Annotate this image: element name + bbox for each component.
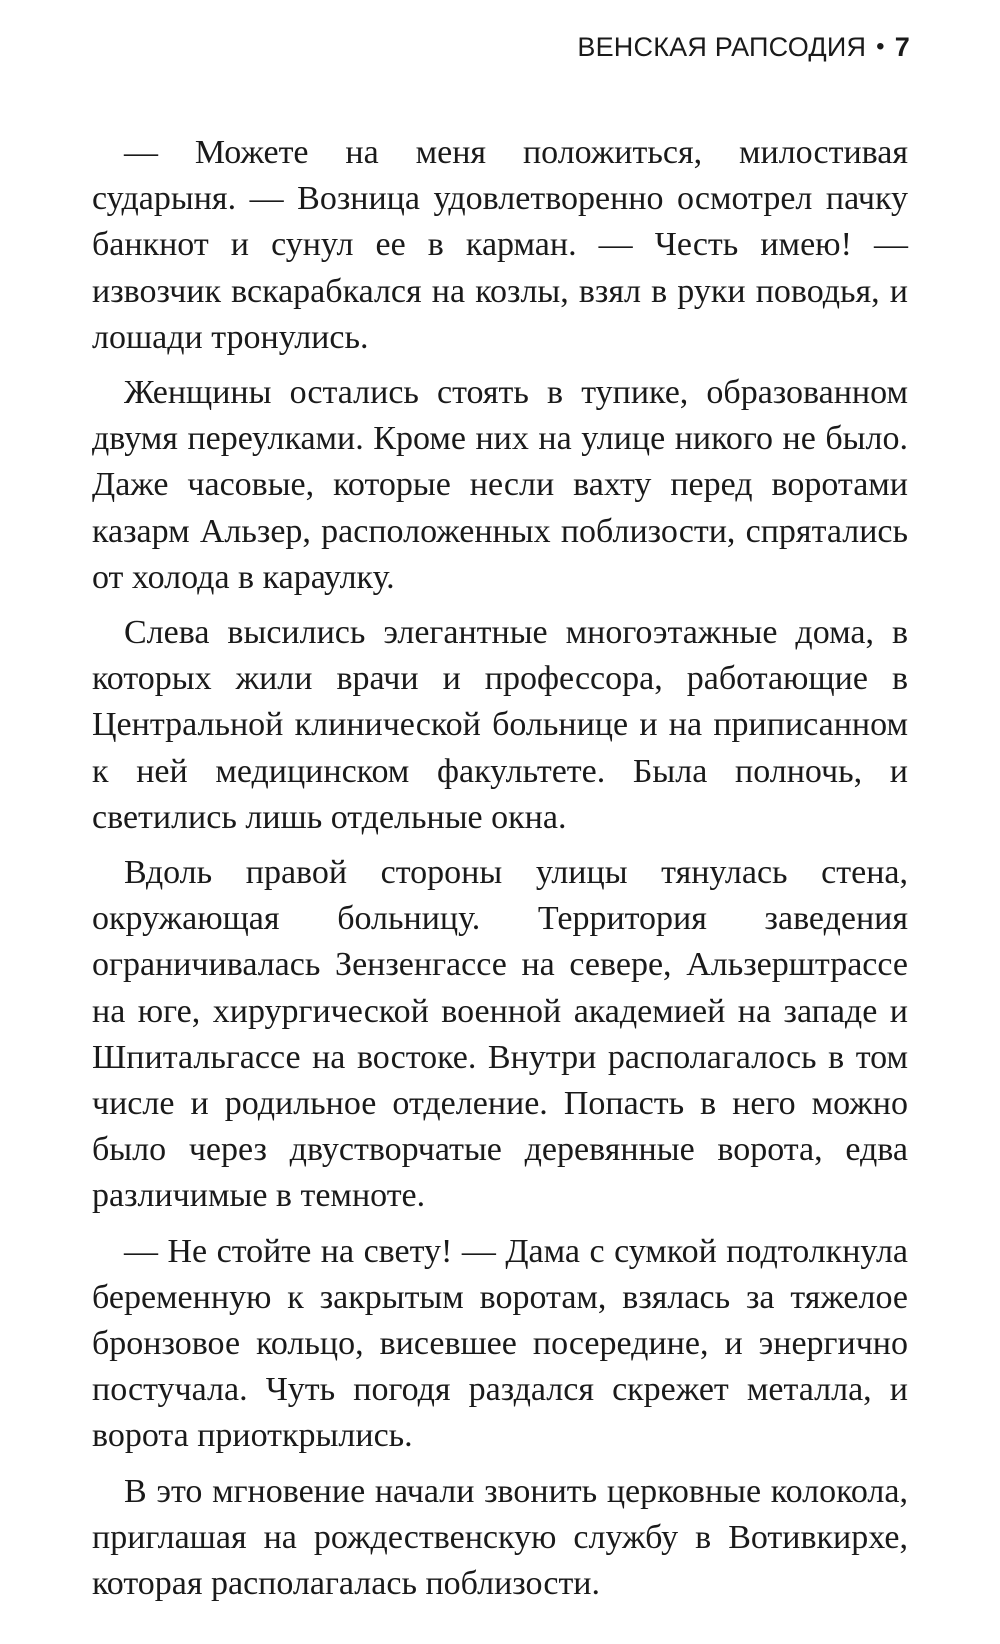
paragraph: Слева высились элегантные многоэтажные дома, в которых жили врачи и профессора, работающие в Центральной клинической больнице и на приписанном к ней медицинском факультете. Была полночь, и светились лишь отдельные окна. — [92, 614, 908, 836]
header-separator: • — [876, 33, 885, 60]
page-number: 7 — [894, 32, 910, 62]
paragraph: — Можете на меня положиться, милостивая сударыня. — Возница удовлетворенно осмотрел пачку банкнот и сунул ее в карман. — Честь имею! — извозчик вскарабкался на козлы, взял в руки поводья, и лошади тронулись. — [92, 134, 908, 356]
paragraph: В это мгновение начали звонить церковные колокола, приглашая на рождественскую службу в Вотивкирхе, которая располагалась поблизости. — [92, 1472, 908, 1603]
paragraph: Вдоль правой стороны улицы тянулась стена, окружающая больницу. Территория заведения ограничивалась Зензенгассе на севере, Альзерштрассе на юге, хирургической военной академией на западе и Шпитальгассе на востоке. Внутри располагалось в том числе и родильное отделение. Попасть в него можно было через двустворчатые деревянные ворота, едва различимые в темноте. — [92, 854, 908, 1215]
running-header — [577, 32, 910, 63]
body-text — [92, 130, 908, 1616]
paragraph: — Не стойте на свету! — Дама с сумкой подтолкнула беременную к закрытым воротам, взялась за тяжелое бронзовое кольцо, висевшее посередине, и энергично постучала. Чуть погодя раздался скрежет металла, и ворота приоткрылись. — [92, 1232, 908, 1455]
paragraph: Женщины остались стоять в тупике, образованном двумя переулками. Кроме них на улице никого не было. Даже часовые, которые несли вахту перед воротами казарм Альзер, расположенных поблизости, спрятались от холода в караулку. — [92, 374, 908, 596]
book-title: ВЕНСКАЯ РАПСОДИЯ — [577, 32, 867, 62]
